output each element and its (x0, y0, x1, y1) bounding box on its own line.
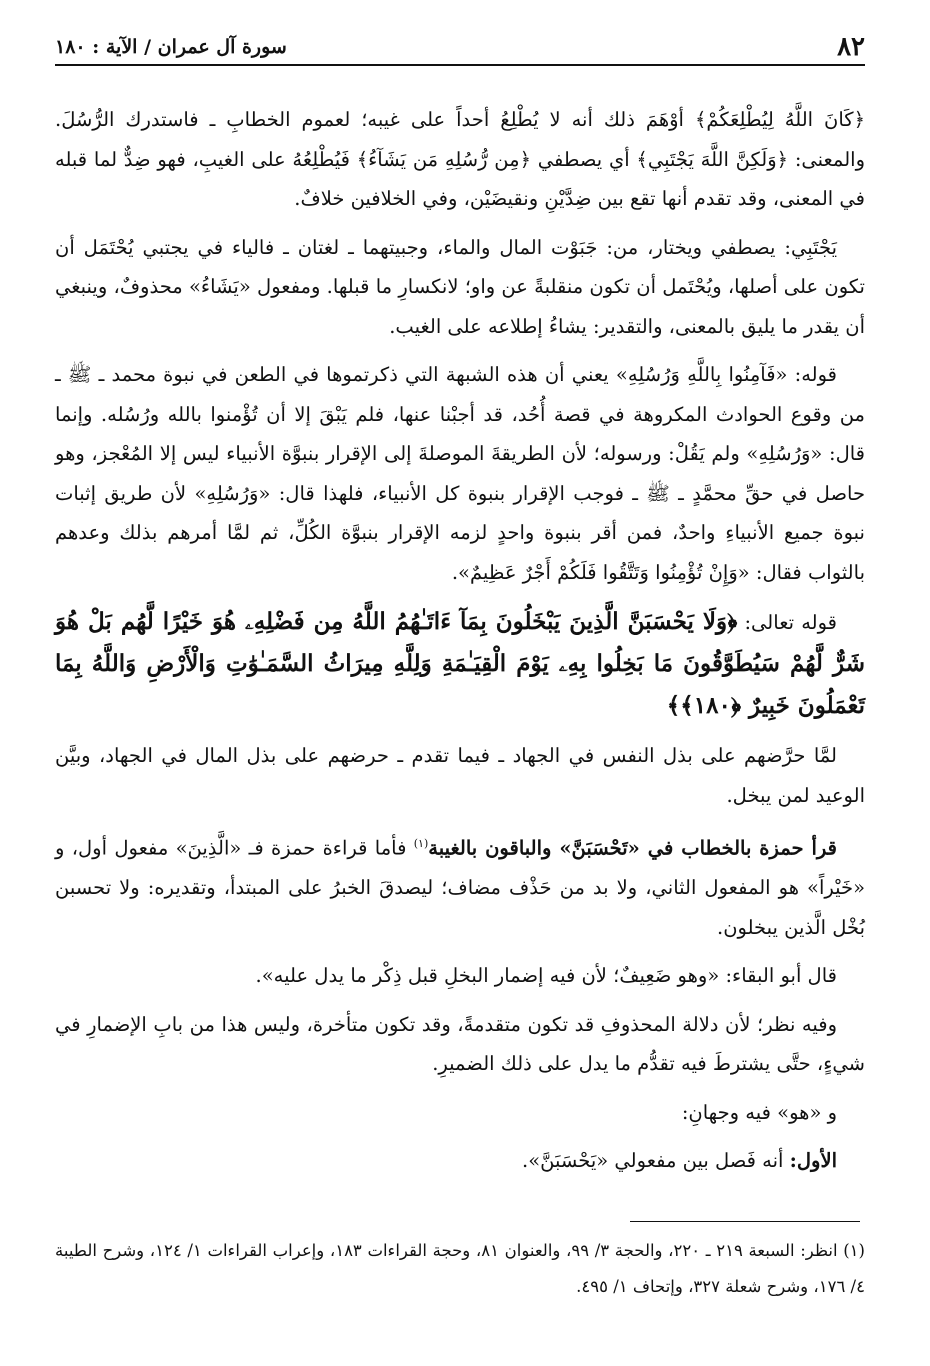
paragraph-6 (55, 824, 865, 947)
reading-note-rest: فأما قراءة حمزة فـ «الَّذِينَ» مفعول أول، و «خَيْراً» هو المفعول الثاني، ولا بد من حَذْف مضاف؛ ليصدقَ الخبرُ على المبتدأ، وتقديره: ولا تحسبن بُخْل الَّذين يبخلون. (55, 836, 865, 939)
verse-lead: قوله تعالى: (744, 611, 838, 634)
verse-paragraph (55, 601, 865, 727)
first-aspect-text: أنه فَصل بين مفعولي «يَحْسَبَنَّ». (522, 1149, 790, 1172)
paragraph-5: لمَّا حرَّضهم على بذل النفس في الجهاد ـ فيما تقدم ـ حرضهم على بذل المال في الجهاد، وبيَّن الوعيد لمن يبخل. (55, 744, 865, 807)
paragraph-7: قال أبو البقاء: «وهو ضَعِيفٌ؛ لأن فيه إضمار البخلِ قبل ذِكْر ما يدل عليه». (255, 964, 837, 987)
reading-note-lead: قرأ حمزة بالخطاب في «تَحْسَبَنَّ» والباقون بالغيبة (428, 836, 838, 860)
page-body (55, 100, 865, 1190)
footnote-divider (630, 1221, 860, 1222)
page-header (55, 30, 865, 66)
footnote: (١) انظر: السبعة ٢١٩ ـ ٢٢٠، والحجة ٣/ ٩٩، والعنوان ٨١، وحجة القراءات ١٨٣، وإعراب القراءات ١/ ١٢٤، وشرح الطيبة ٤/ ١٧٦، وشرح شعلة ٣٢٧، وإتحاف ١/ ٤٩٥. (55, 1241, 865, 1296)
paragraph-2: يَجْتَبِي: يصطفي ويختار، من: جَبَوْت المال والماء، وجبيتهما ـ لغتان ـ فالياء في يجتبي يُحْتَمَل أن تكون على أصلها، ويُحْتَمل أن تكون منقلبةً عن واو؛ لانكسارِ ما قبلها. ومفعول «يَشَاءُ» محذوفٌ، وينبغي أن يقدر ما يليق بالمعنى، والتقدير: يشاءُ إطلاعه على الغيب. (55, 235, 865, 338)
paragraph-8: وفيه نظر؛ لأن دلالة المحذوفِ قد تكون متقدمةً، وقد تكون متأخرة، وليس هذا من بابِ الإضمارِ في شيءٍ، حتَّى يشترطَ فيه تقدُّم ما يدل على ذلك الضميرِ. (55, 1012, 865, 1075)
quran-verse-180: ﴿وَلَا يَحْسَبَنَّ الَّذِينَ يَبْخَلُونَ بِمَآ ءَاتَـٰهُمُ اللَّهُ مِن فَضْلِهِۦ هُوَ خَيْرًا لَّهُم بَلْ هُوَ شَرٌّ لَّهُمْ سَيُطَوَّقُونَ مَا بَخِلُوا بِهِۦ يَوْمَ الْقِيَـٰمَةِ وَلِلَّهِ مِيرَاثُ السَّمَـٰوَٰتِ وَالْأَرْضِ وَاللَّهُ بِمَا تَعْمَلُونَ خَبِيرٌ ﴿١٨٠﴾﴾ (55, 608, 865, 719)
page-number: ٨٢ (837, 32, 865, 62)
paragraph-10 (55, 1141, 865, 1181)
paragraph-3: قوله: «فَآمِنُوا بِاللَّهِ وَرُسُلِهِ» يعني أن هذه الشبهة التي ذكرتموها في الطعن في نبوة محمد ـ ﷺ ـ من وقوع الحوادث المكروهة في قصة أُحُد، قد أجبْنا عنها، فلم يَبْقَ إلا أن تُؤْمنوا بالله ورُسُله. وإنما قال: «وَرُسُلِهِ» ولم يَقُلْ: ورسوله؛ لأن الطريقةَ الموصلةَ إلى الإقرار بنبوَّة الأنبياء ليس إلا المُعْجز، وهو حاصل في حقِّ محمَّدٍ ـ ﷺ ـ فوجب الإقرار بنبوة كل الأنبياء، فلهذا قال: «وَرُسُلِهِ» لأن طريق إثبات نبوة جميع الأنبياءِ واحدٌ، فمن أقر بنبوة واحدٍ لزمه الإقرار بنبوَّة الكُلِّ، ثم لمَّا أمرهم بذلك وعدهم بالثواب فقال: «وَإِنْ تُؤْمِنُوا وَتَتَّقُوا فَلَكُمْ أَجْرٌ عَظِيمٌ». (55, 363, 865, 584)
first-aspect-label: الأول: (789, 1149, 837, 1172)
paragraph-9: و «هو» فيه وجهانِ: (681, 1100, 837, 1124)
paragraph-1: ﴿كَانَ اللَّهُ لِيُطْلِعَكُمْ﴾ أوْهَمَ ذلك أنه لا يُطْلِعُ أحداً على غيبه؛ لعموم الخطابِ ـ فاستدرك الرُّسُلَ. والمعنى: ﴿وَلَكِنَّ اللَّهَ يَجْتَبِي﴾ أي يصطفي ﴿مِن رُّسُلِهِ مَن يَشَآءُ﴾ فَيُطْلِعُهُ على الغيبِ، فهو ضِدٌّ لما قبله في المعنى، وقد تقدم أنها تقع بين ضِدَّيْنِ ونقيضَيْن، وفي الخلافين خلافٌ. (55, 108, 865, 210)
footnote-marker: (١) (413, 837, 429, 850)
surah-title: سورة آل عمران / الآية : ١٨٠ (55, 36, 287, 58)
